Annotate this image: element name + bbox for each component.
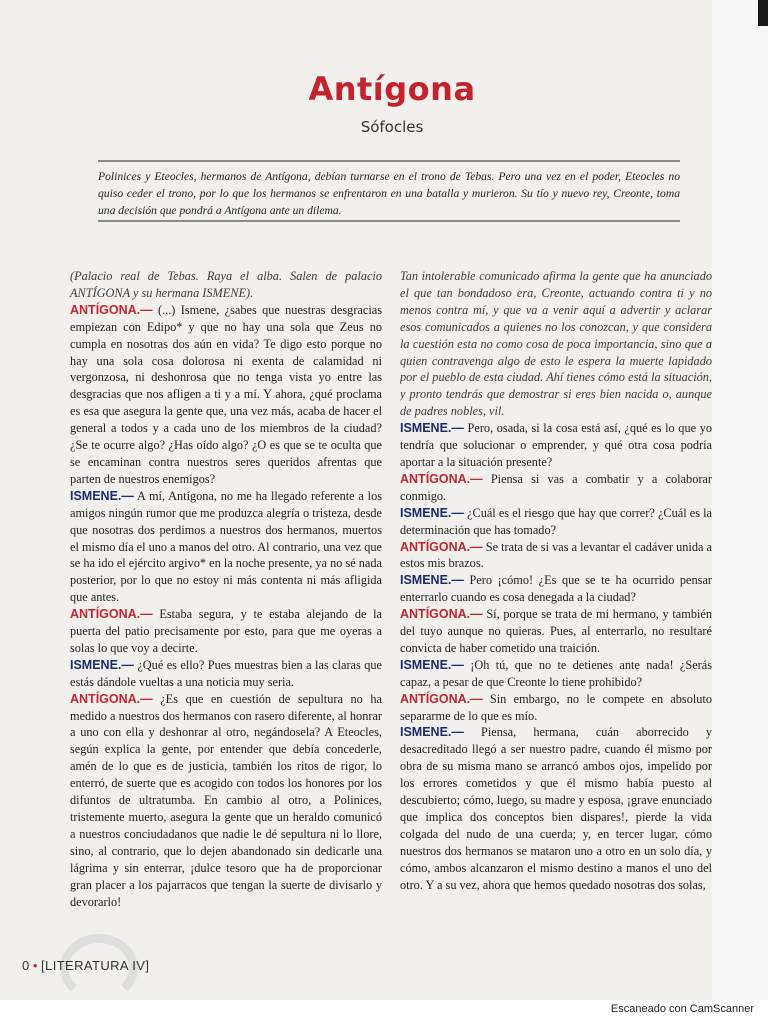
dialogue-text: Sí, porque se trata de mi hermano, y también del tuyo aunque no quieras. Pues, al enterrarlo, no resultaré convicta de haber cometido una traición. [400, 607, 712, 655]
footer-separator: • [32, 958, 38, 973]
dialogue-text: Estaba segura, y te estaba alejando de la puerta del patio precisamente por esto, para que me oyeras a solas lo que voy a decirte. [70, 607, 382, 655]
left-column [70, 268, 382, 910]
dialogue-paragraph [70, 691, 382, 911]
dialogue-paragraph [400, 691, 712, 725]
speaker-name: ANTÍGONA.— [400, 691, 483, 706]
right-column [400, 268, 712, 936]
dialogue-text: Piensa si vas a combatir y a colaborar conmigo. [400, 471, 712, 503]
dialogue-text: ¿Qué es ello? Pues muestras bien a las claras que estás dándole vueltas a una noticia muy seria. [70, 657, 382, 689]
intro-box [98, 160, 680, 222]
speaker-name: ISMENE.— [400, 421, 464, 436]
author-name: Sófocles [360, 118, 424, 136]
speaker-name: ISMENE.— [400, 505, 464, 520]
dialogue-paragraph [70, 302, 382, 488]
page-right-edge [712, 0, 768, 1000]
dialogue-text: ¡Oh tú, que no te detienes ante nada! ¿Serás capaz, a pesar de que Creonte lo tiene prohibido? [400, 657, 712, 689]
speaker-name: ANTÍGONA.— [70, 607, 153, 622]
dialogue-paragraph [400, 505, 712, 539]
dialogue-paragraph [400, 606, 712, 657]
speaker-name: ANTÍGONA.— [70, 691, 153, 706]
stage-direction [70, 268, 382, 302]
speaker-name: ANTÍGONA.— [70, 302, 153, 317]
speaker-name: ISMENE.— [70, 488, 134, 503]
dialogue-paragraph [70, 606, 382, 657]
intro-text: Polinices y Eteocles, hermanos de Antígona, debían turnarse en el trono de Tebas. Pero una vez en el poder, Eteocles no quiso ceder el trono, por lo que los hermanos se enfrentaron en una batalla y murieron. Su tío y nuevo rey, Creonte, toma una decisión que pondrá a Antígona ante un dilema. [98, 170, 680, 217]
dialogue-paragraph [70, 657, 382, 691]
dialogue-text: (Palacio real de Tebas. Raya el alba. Salen de palacio ANTÍGONA y su hermana ISMENE). [70, 269, 382, 300]
page-number: 0 [22, 958, 30, 973]
dialogue-text: ¿Es que en cuestión de sepultura no ha medido a nuestros dos hermanos con rasero diferente, al honrar a uno con ella y deshonrar al otro, negándosela? A Eteocles, según explica la gente, por entender que debía concederle, amén de lo que es de justicia, también los ritos de rigor, lo enterró, de suerte que es acogido con todos los honores por los difuntos de ultratumba. En cambio al otro, a Polinices, tristemente muerto, asegura la gente que un heraldo comunicó a nuestros conciudadanos que nadie le dé sepultura ni lo llore, sino, al contrario, que lo dejen abandonado sin dedicarle una lágrima y sin enterrar, ¡dulce tesoro que ha de proporcionar gran placer a los pajarracos que tengan la suerte de divisarlo y devorarlo! [70, 691, 382, 909]
dialogue-text: (...) Ismene, ¿sabes que nuestras desgracias empiezan con Edipo* y que no hay una sola que Zeus no cumpla en nosotras dos aún en vida? Te digo esto porque no hay una sola cosa dolorosa ni exenta de calamidad ni vergonzosa, ni deshonrosa que no tenga vista yo entre las desgracias que nos afligen a ti y a mí. Y ahora, ¿qué proclama es esa que asegura la gente que, una vez más, acaba de hacer el general a todos y a cada uno de los miembros de la ciudad? ¿Se te ocurre algo? ¿Has oído algo? ¿O es que se te oculta que se encaminan contra nuestros seres queridos afrentas que parten de nuestros enemigos? [70, 302, 382, 486]
dialogue-paragraph [400, 657, 712, 691]
speaker-name: ANTÍGONA.— [400, 607, 483, 622]
dialogue-paragraph [400, 471, 712, 505]
dialogue-paragraph [70, 488, 382, 606]
speaker-name: ANTÍGONA.— [400, 471, 483, 486]
speaker-name: ISMENE.— [400, 657, 464, 672]
speaker-name: ANTÍGONA.— [400, 539, 483, 554]
dialogue-text: Piensa, hermana, cuán aborrecido y desacreditado llegó a ser nuestro padre, cuando él mismo por obra de su misma mano se arrancó ambos ojos, impelido por los errores cometidos y que él mismo había puesto al descubierto; cómo, luego, su madre y esposa, ¡grave enunciado que implica dos conceptos bien dispares!, pierde la vida colgada del nudo de una cuerda; y, en tercer lugar, cómo nuestros dos hermanos se mataron uno a otro en un solo día, y cómo, ambos alcanzaron el mismo destino a manos el uno del otro. Y a su vez, ahora que hemos quedado nosotras dos solas, [400, 725, 712, 892]
scanner-watermark: Escaneado con CamScanner [610, 1003, 754, 1015]
dialogue-paragraph [400, 572, 712, 606]
dialogue-text: ¿Cuál es el riesgo que hay que correr? ¿Cuál es la determinación que has tomado? [400, 505, 712, 537]
scan-corner-mark [758, 0, 768, 26]
dialogue-text: A mí, Antígona, no me ha llegado referente a los amigos ningún rumor que me produzca alegría o tristeza, desde que nosotras dos perdimos a nuestros dos hermanos, muertos el mismo día el uno a manos del otro. Al contrario, una vez que se ha ido el ejército argivo* en la noche presente, ya no sé nada posterior, por lo que no estoy ni más contenta ni más afligida que antes. [70, 488, 382, 605]
dialogue-text: Se trata de si vas a levantar el cadáver unida a estos mis brazos. [400, 539, 712, 571]
footer-label: [LITERATURA IV] [41, 958, 150, 973]
stage-direction [400, 268, 712, 420]
dialogue-paragraph [400, 724, 712, 893]
dialogue-paragraph [400, 420, 712, 471]
speaker-name: ISMENE.— [70, 657, 134, 672]
page-title: Antígona [308, 70, 476, 108]
speaker-name: ISMENE.— [400, 573, 464, 588]
dialogue-text: Tan intolerable comunicado afirma la gente que ha anunciado el que tan bondadoso era, Creonte, actuando contra ti y no menos contra mí, y que va a venir aquí a advertir y aclarar esos comunicados a quienes no los conozcan, y que considera la cuestión esta no como cosa de poca importancia, sino que a quien contravenga algo de esto le espera la muerte lapidado por el pueblo de esta ciudad. Ahí tienes cómo está la situación, y pronto tendrás que demostrar si eres bien nacida o, aunque de padres nobles, vil. [400, 269, 712, 419]
dialogue-paragraph [400, 539, 712, 573]
page-footer [22, 958, 149, 973]
speaker-name: ISMENE.— [400, 725, 464, 740]
dialogue-text: Pero, osada, si la cosa está así, ¿qué es lo que yo tendría que solucionar o emprender, y qué otra cosa podría aportar a la situación presente? [400, 421, 712, 469]
dialogue-text: Sin embargo, no le compete en absoluto separarme de lo que es mío. [400, 691, 712, 723]
dialogue-text: Pero ¡cómo! ¿Es que se te ha ocurrido pensar enterrarlo cuando es cosa denegada a la ciudad? [400, 573, 712, 605]
